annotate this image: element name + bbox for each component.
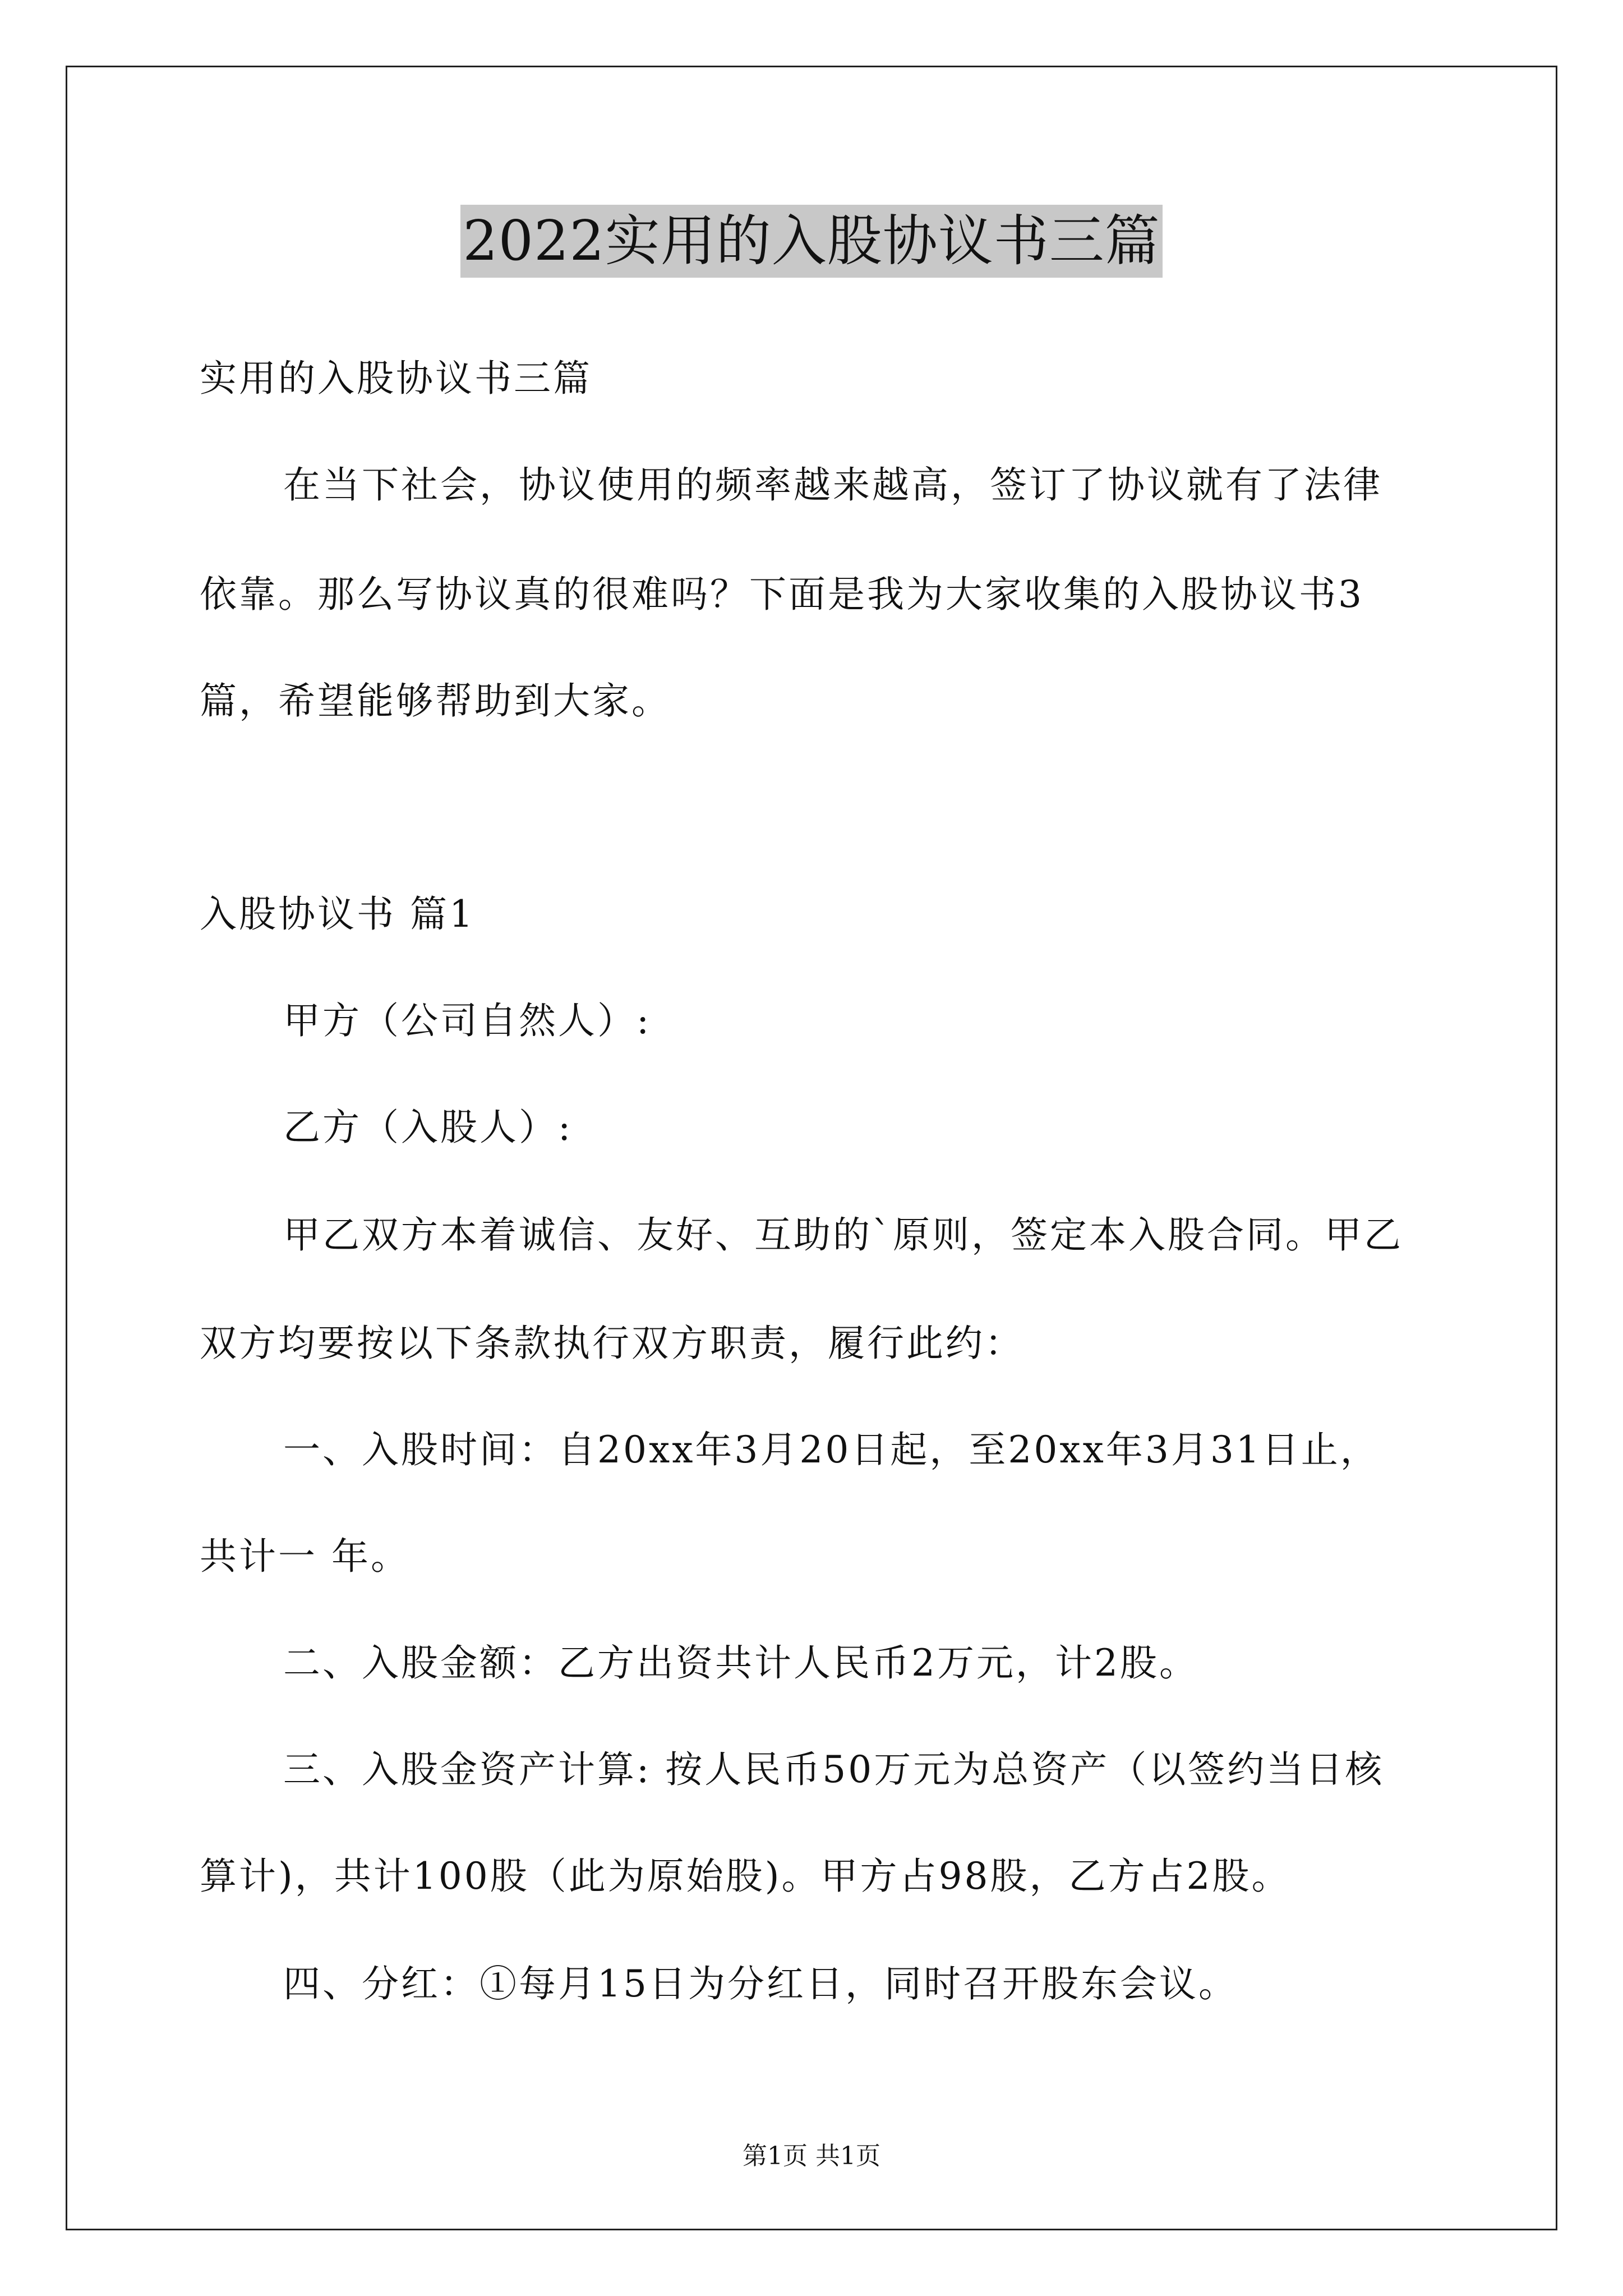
clause-1-line-1: 一、入股时间：自20xx年3月20日起，至20xx年3月31日止， <box>283 1428 1380 1471</box>
title-container <box>0 205 1623 278</box>
page-footer: 第1页 共1页 <box>743 2142 880 2170</box>
clause-1-line-2: 共计一 年。 <box>200 1535 410 1578</box>
intro-line-1: 在当下社会，协议使用的频率越来越高，签订了协议就有了法律 <box>283 463 1382 507</box>
clause-2-line: 二、入股金额：乙方出资共计人民币2万元，计2股。 <box>283 1641 1198 1685</box>
clause-3-line-1: 三、入股金资产计算: 按人民币50万元为总资产（以签约当日核 <box>283 1748 1385 1791</box>
clause-4-line: 四、分红：①每月15日为分红日，同时召开股东会议。 <box>283 1962 1238 2005</box>
preamble-line-2: 双方均要按以下条款执行双方职责，履行此约： <box>200 1322 1024 1365</box>
clause-3-line-2: 算计)，共计100股（此为原始股)。甲方占98股，乙方占2股。 <box>200 1855 1291 1898</box>
preamble-line-1: 甲乙双方本着诚信、友好、互助的`原则，签定本入股合同。甲乙 <box>283 1213 1403 1257</box>
intro-line-2: 依靠。那么写协议真的很难吗？下面是我为大家收集的入股协议书3 <box>200 573 1364 616</box>
party-a-line: 甲方（公司自然人）: <box>283 999 652 1042</box>
document-title: 2022实用的入股协议书三篇 <box>460 205 1162 278</box>
party-b-line: 乙方（入股人）: <box>283 1106 573 1149</box>
intro-line-3: 篇，希望能够帮助到大家。 <box>200 679 671 723</box>
document-subtitle: 实用的入股协议书三篇 <box>200 357 592 400</box>
section-heading: 入股协议书 篇1 <box>200 892 475 936</box>
